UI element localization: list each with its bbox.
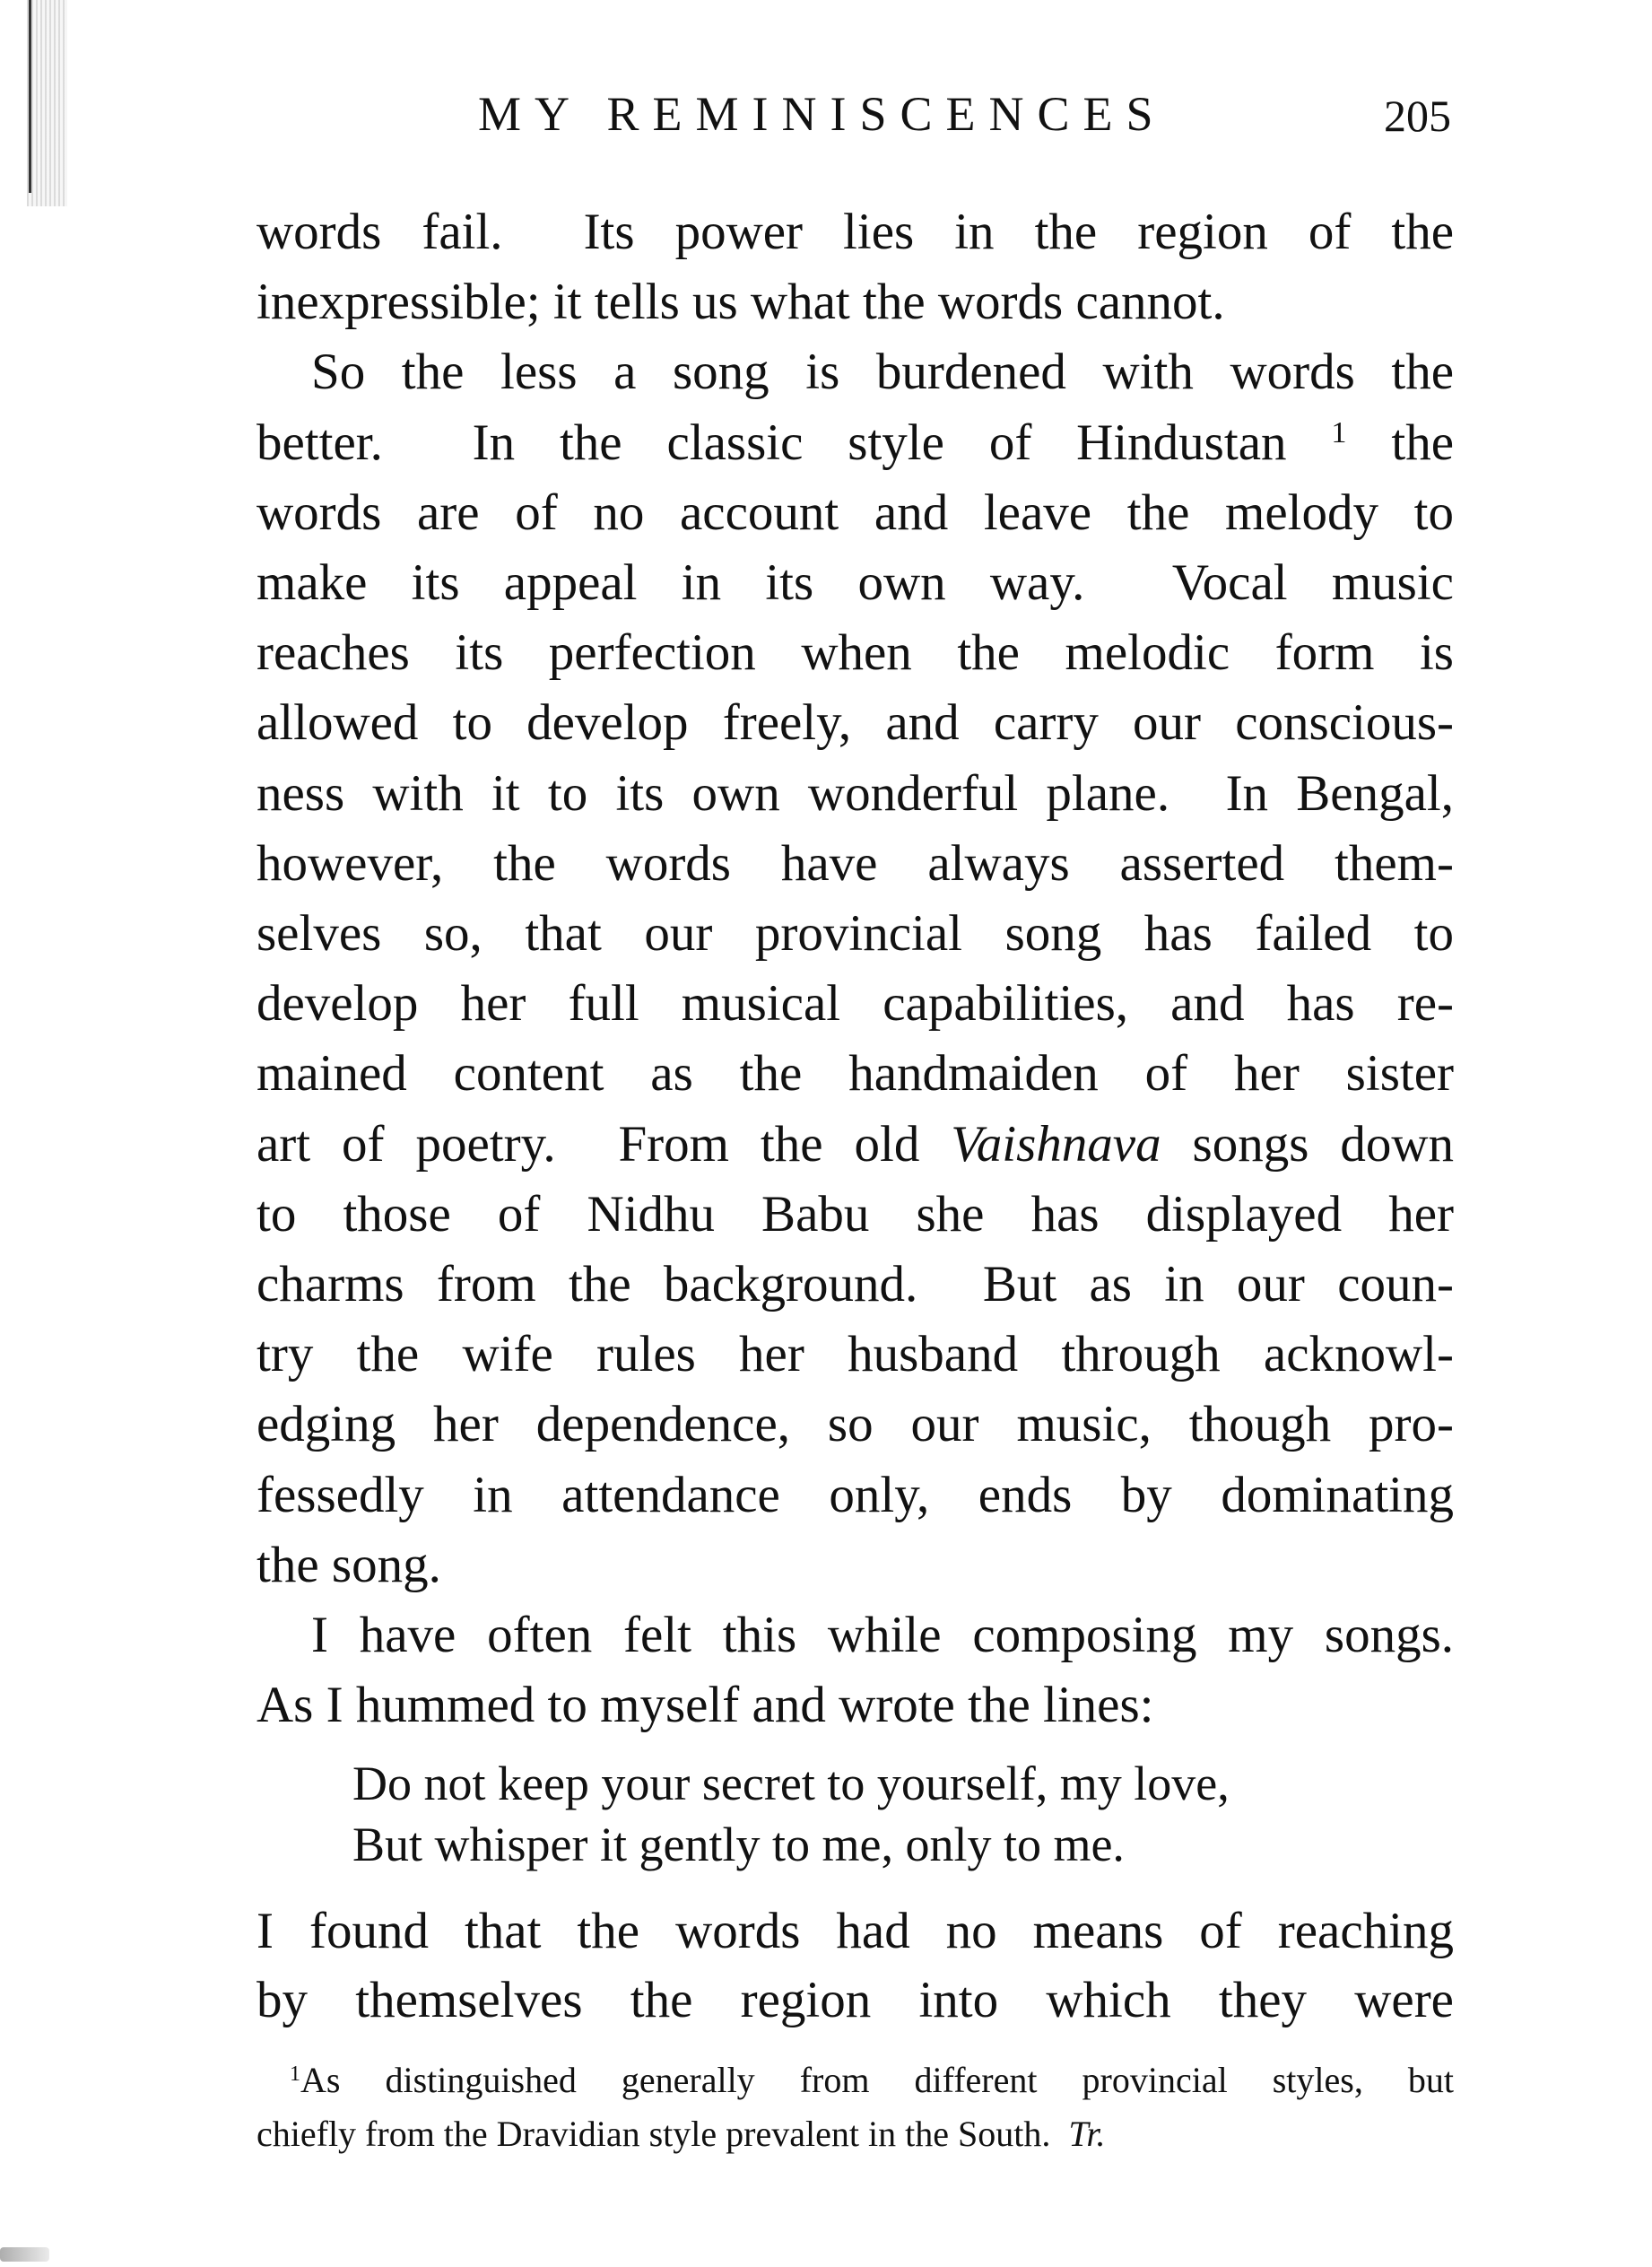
text-line: by themselves the region into which they were (256, 1972, 1454, 2028)
text-line (256, 1604, 1454, 1667)
text-line (256, 271, 1454, 334)
italic-term: Vaishnava (951, 1115, 1161, 1173)
scan-smudge (0, 2247, 49, 2262)
footnote-line (256, 2112, 1454, 2157)
text-line (256, 763, 1454, 825)
running-title: MY REMINISCENCES (478, 87, 1167, 141)
text-segment: selves so, that our provincial song has failed to (256, 905, 1454, 962)
text-segment: words fail. Its power lies in the region of the (256, 204, 1454, 260)
footnote-marker: 1 (290, 2062, 300, 2086)
text-line: I found that the words had no means of reaching (256, 1903, 1454, 1959)
footnote-text: chiefly from the Dravidian style prevalent in the South. (256, 2114, 1069, 2154)
text-line (256, 622, 1454, 684)
text-segment: however, the words have always asserted them- (256, 834, 1454, 892)
text-line (256, 972, 1454, 1035)
text-segment: words are of no account and leave the melody to (256, 484, 1454, 541)
text-line (256, 902, 1454, 965)
text-line (256, 1042, 1454, 1105)
text-segment: try the wife rules her husband through acknowl- (256, 1326, 1454, 1383)
text-segment: As I hummed to myself and wrote the lines: (256, 1677, 1154, 1734)
text-segment: make its appeal in its own way. Vocal music (256, 554, 1454, 611)
text-line (256, 1113, 1454, 1176)
text-segment: I have often felt this while composing my songs. (311, 1607, 1454, 1663)
verse-line: But whisper it gently to me, only to me. (352, 1818, 1125, 1871)
text-segment: charms from the background. But as in our coun- (256, 1256, 1454, 1312)
verse-line: Do not keep your secret to yourself, my love, (352, 1757, 1230, 1810)
footnote-reference: 1 (1331, 415, 1347, 449)
text-segment: the (1346, 414, 1454, 471)
text-segment: So the less a song is burdened with words the (311, 344, 1454, 401)
text-line (256, 1253, 1454, 1316)
text-line (256, 1183, 1454, 1246)
text-segment: inexpressible; it tells us what the words cannot. (256, 274, 1225, 331)
text-segment: reaches its perfection when the melodic form is (256, 624, 1454, 682)
text-segment: mained content as the handmaiden of her sister (256, 1045, 1454, 1103)
text-line (256, 833, 1454, 895)
text-line (256, 1674, 1454, 1737)
text-line (256, 341, 1454, 404)
page-edge-line (29, 0, 31, 193)
text-line (256, 1393, 1454, 1456)
text-segment: develop her full musical capabilities, and has re- (256, 975, 1454, 1033)
text-segment: art of poetry. From the old (256, 1115, 952, 1173)
text-line (256, 1323, 1454, 1386)
translator-credit: Tr. (1068, 2114, 1106, 2154)
text-line (256, 201, 1454, 264)
text-segment: ness with it to its own wonderful plane. In Bengal, (256, 764, 1454, 822)
scan-edge-artifact (27, 0, 67, 206)
page-number: 205 (1384, 91, 1451, 141)
text-line (256, 1534, 1454, 1597)
text-line (256, 1464, 1454, 1527)
text-segment: the song. (256, 1536, 441, 1593)
footnote-text: As distinguished generally from different provincial styles, but (300, 2060, 1454, 2100)
text-segment: to those of Nidhu Babu she has displayed her (256, 1185, 1454, 1242)
text-segment: fessedly in attendance only, ends by dominating (256, 1466, 1454, 1523)
text-line (256, 692, 1454, 754)
footnote-line (256, 2058, 1454, 2103)
text-segment: songs down (1161, 1115, 1454, 1173)
text-segment: allowed to develop freely, and carry our conscious- (256, 694, 1454, 752)
text-line (256, 482, 1454, 545)
text-line (256, 412, 1454, 475)
text-segment: better. In the classic style of Hindustan (256, 414, 1332, 471)
text-line (256, 552, 1454, 615)
text-segment: edging her dependence, so our music, though pro- (256, 1396, 1454, 1453)
